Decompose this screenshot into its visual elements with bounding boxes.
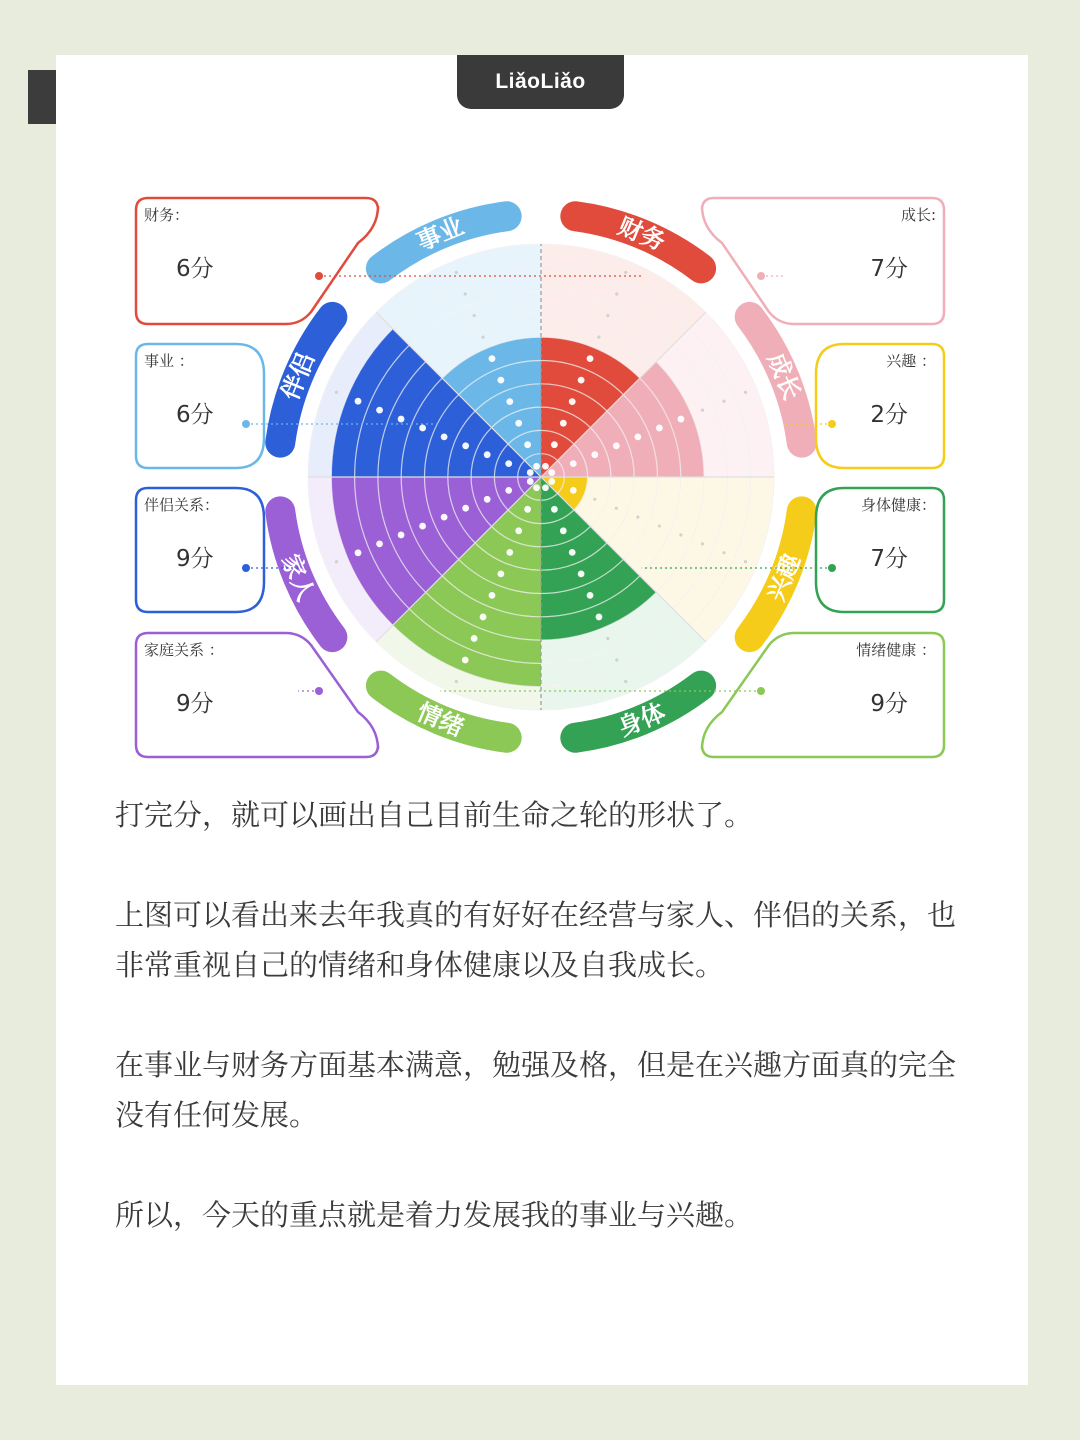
tick-dot-事业-10 (455, 271, 458, 274)
tick-dot-成长-8 (701, 409, 704, 412)
tick-dot-财务-9 (615, 292, 618, 295)
tick-dot-成长-10 (744, 391, 747, 394)
score-box-value-身体: 7分 (870, 546, 908, 572)
tick-dot-兴趣-10 (744, 560, 747, 563)
tick-dot-伴侣-10 (335, 391, 338, 394)
tick-dot-兴趣-7 (679, 533, 682, 536)
tick-dot-事业-6 (489, 355, 496, 362)
brand-logo-text: LiǎoLiǎo (495, 70, 586, 93)
connector-dot-成长 (757, 272, 765, 280)
score-box-label-事业: 事业 ： (144, 352, 194, 370)
tick-dot-情绪-10 (455, 680, 458, 683)
tick-dot-伴侣-2 (505, 460, 512, 467)
tick-dot-伴侣-7 (398, 416, 405, 423)
tick-dot-成长-3 (591, 451, 598, 458)
tick-dot-伴侣-9 (355, 398, 362, 405)
tick-dot-家人-3 (484, 496, 491, 503)
score-box-value-伴侣: 9分 (176, 546, 214, 572)
connector-dot-事业 (242, 420, 250, 428)
tick-dot-事业-1 (533, 463, 540, 470)
tick-dot-成长-5 (634, 433, 641, 440)
score-box-value-财务: 6分 (176, 256, 214, 282)
tick-dot-伴侣-8 (376, 407, 383, 414)
connector-dot-伴侣 (242, 564, 250, 572)
tick-dot-事业-9 (464, 292, 467, 295)
score-box-label-财务: 财务： (144, 206, 190, 224)
paragraph-1: 打完分，就可以画出自己目前生命之轮的形状了。 (115, 798, 754, 832)
tick-dot-成长-1 (548, 469, 555, 476)
connector-dot-财务 (315, 272, 323, 280)
paragraph-4: 所以，今天的重点就是着力发展我的事业与兴趣。 (115, 1198, 754, 1232)
tick-dot-身体-7 (596, 614, 603, 621)
tick-dot-情绪-1 (533, 484, 540, 491)
tick-dot-家人-6 (419, 523, 426, 530)
tick-dot-情绪-3 (515, 527, 522, 534)
paragraph-2: 上图可以看出来去年我真的有好好在经营与家人、伴侣的关系，也非常重视自己的情绪和身体健康以及自我成长。 (115, 898, 957, 982)
connector-dot-兴趣 (828, 420, 836, 428)
score-box-label-兴趣: 兴趣 ： (886, 352, 936, 370)
tick-dot-兴趣-9 (722, 551, 725, 554)
tick-dot-事业-4 (506, 398, 513, 405)
tick-dot-财务-10 (624, 271, 627, 274)
tick-dot-兴趣-5 (636, 516, 639, 519)
tick-dot-财务-8 (606, 314, 609, 317)
category-tab-label-成长: 成长 (761, 348, 807, 404)
tick-dot-身体-4 (569, 549, 576, 556)
tick-dot-家人-4 (462, 505, 469, 512)
tick-dot-身体-8 (606, 637, 609, 640)
tick-dot-成长-9 (722, 400, 725, 403)
score-box-value-成长: 7分 (870, 256, 908, 282)
tick-dot-情绪-8 (471, 635, 478, 642)
tick-dot-身体-6 (587, 592, 594, 599)
tick-dot-财务-6 (587, 355, 594, 362)
tick-dot-成长-7 (678, 416, 685, 423)
tick-dot-兴趣-3 (593, 498, 596, 501)
tick-dot-家人-2 (505, 487, 512, 494)
tick-dot-事业-3 (515, 420, 522, 427)
category-tab-label-家人: 家人 (275, 550, 321, 606)
tick-dot-伴侣-3 (484, 451, 491, 458)
tick-dot-财务-4 (569, 398, 576, 405)
tick-dot-伴侣-1 (527, 469, 534, 476)
tick-dot-伴侣-6 (419, 425, 426, 432)
tick-dot-事业-7 (481, 335, 484, 338)
score-box-label-伴侣: 伴侣关系： (144, 496, 220, 514)
score-box-value-兴趣: 2分 (870, 402, 908, 428)
tick-dot-事业-5 (497, 377, 504, 384)
score-box-value-家人: 9分 (176, 691, 214, 717)
tick-dot-成长-6 (656, 425, 663, 432)
tick-dot-伴侣-4 (462, 442, 469, 449)
tick-dot-情绪-2 (524, 506, 531, 513)
tick-dot-兴趣-2 (570, 487, 577, 494)
score-box-value-情绪: 9分 (870, 691, 908, 717)
category-tab-label-身体: 身体 (614, 697, 670, 743)
score-box-label-情绪: 情绪健康 ： (856, 641, 936, 659)
tick-dot-情绪-5 (497, 570, 504, 577)
tick-dot-成长-2 (570, 460, 577, 467)
connector-dot-身体 (828, 564, 836, 572)
tick-dot-兴趣-6 (658, 524, 661, 527)
category-tab-label-财务: 财务 (614, 211, 670, 257)
tick-dot-家人-9 (355, 549, 362, 556)
tick-dot-家人-5 (441, 514, 448, 521)
tick-dot-家人-7 (398, 532, 405, 539)
tick-dot-兴趣-8 (701, 542, 704, 545)
tick-dot-财务-5 (578, 377, 585, 384)
tick-dot-家人-8 (376, 540, 383, 547)
tick-dot-情绪-9 (462, 657, 469, 664)
category-tab-label-伴侣: 伴侣 (275, 348, 321, 404)
category-tab-label-兴趣: 兴趣 (761, 550, 807, 606)
tick-dot-事业-8 (473, 314, 476, 317)
tick-dot-身体-5 (578, 570, 585, 577)
tick-dot-财务-3 (560, 420, 567, 427)
tick-dot-身体-2 (551, 506, 558, 513)
score-box-label-家人: 家庭关系 ： (144, 641, 224, 659)
connector-dot-家人 (315, 687, 323, 695)
tick-dot-伴侣-5 (441, 433, 448, 440)
tick-dot-情绪-4 (506, 549, 513, 556)
tick-dot-事业-2 (524, 441, 531, 448)
connector-dot-情绪 (757, 687, 765, 695)
tick-dot-身体-10 (624, 680, 627, 683)
tick-dot-财务-1 (542, 463, 549, 470)
tick-dot-身体-9 (615, 658, 618, 661)
tick-dot-身体-3 (560, 527, 567, 534)
score-box-value-事业: 6分 (176, 402, 214, 428)
tick-dot-财务-7 (597, 335, 600, 338)
tick-dot-情绪-6 (489, 592, 496, 599)
score-box-label-成长: 成长: (900, 206, 936, 224)
tick-dot-情绪-7 (480, 614, 487, 621)
tick-dot-身体-1 (542, 484, 549, 491)
body-text (115, 790, 975, 1290)
tick-dot-财务-2 (551, 441, 558, 448)
category-tab-label-情绪: 情绪 (412, 697, 468, 743)
tick-dot-家人-10 (335, 560, 338, 563)
category-tab-label-事业: 事业 (412, 211, 468, 257)
tick-dot-成长-4 (613, 442, 620, 449)
paragraph-3: 在事业与财务方面基本满意，勉强及格，但是在兴趣方面真的完全没有任何发展。 (115, 1048, 957, 1132)
score-box-label-身体: 身体健康： (860, 496, 936, 514)
tick-dot-兴趣-1 (548, 478, 555, 485)
tick-dot-家人-1 (527, 478, 534, 485)
tick-dot-兴趣-4 (615, 507, 618, 510)
